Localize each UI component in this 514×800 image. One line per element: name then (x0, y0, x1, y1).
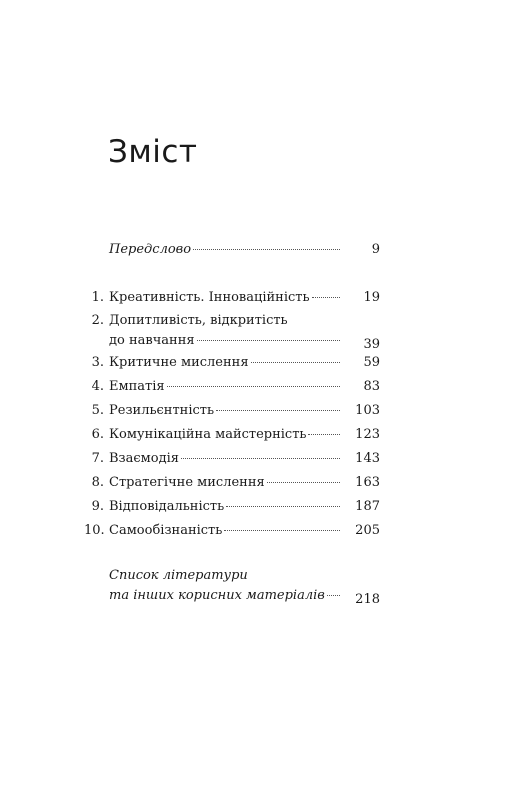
toc-entry-title: Стратегічне мислення (109, 475, 265, 490)
page-title: Зміст (108, 134, 198, 170)
toc-leader-dots (167, 386, 340, 387)
toc-leader-dots (216, 410, 340, 411)
toc-page-number: 143 (355, 451, 380, 466)
toc-leader-dots (312, 297, 340, 298)
toc-entry-chapter-4[interactable] (84, 377, 380, 399)
toc-chapter-number: 10. (84, 523, 105, 538)
toc-leader-dots (224, 530, 340, 531)
toc-leader-dots (308, 434, 340, 435)
toc-entry-title: Передслово (109, 242, 192, 257)
toc-page-number: 83 (363, 379, 380, 394)
toc-page-number: 218 (355, 592, 380, 607)
toc-page-number: 163 (355, 475, 380, 490)
toc-leader-dots (193, 249, 340, 250)
toc-entry-title: Емпатія (109, 379, 165, 394)
toc-chapter-number: 8. (91, 475, 104, 490)
toc-chapter-number: 7. (91, 451, 104, 466)
toc-entry-chapter-9[interactable] (84, 497, 380, 519)
toc-entry-preface[interactable] (84, 240, 380, 262)
toc-leader-dots (267, 482, 340, 483)
toc-page-number: 39 (363, 337, 380, 352)
toc-chapter-number: 6. (91, 427, 104, 442)
toc-page-number: 59 (363, 355, 380, 370)
toc-chapter-number: 5. (91, 403, 104, 418)
toc-entry-chapter-2[interactable] (84, 311, 380, 355)
toc-entry-title: Креативність. Інноваційність (109, 290, 310, 305)
toc-chapter-number: 9. (91, 499, 104, 514)
toc-entry-title: Відповідальність (109, 499, 225, 514)
toc-entry-chapter-10[interactable] (84, 521, 380, 543)
toc-page-number: 19 (363, 290, 380, 305)
toc-leader-dots (226, 506, 340, 507)
toc-page-number: 123 (355, 427, 380, 442)
toc-page-number: 9 (371, 242, 380, 257)
toc-leader-dots (251, 362, 340, 363)
toc-entry-chapter-8[interactable] (84, 473, 380, 495)
toc-entry-title: Критичне мислення (109, 355, 249, 370)
toc-entry-title-line: до навчання (109, 333, 195, 348)
toc-entry-title-line: та інших корисних матеріалів (109, 588, 325, 603)
toc-entry-title: Комунікаційна майстерність (109, 427, 307, 442)
toc-entry-title: Резильєнтність (109, 403, 215, 418)
toc-entry-title: Самообізнаність (109, 523, 223, 538)
toc-entry-title-line: Список літератури (109, 568, 248, 583)
toc-entry-title-line: Допитливість, відкритість (109, 313, 288, 328)
toc-entry-chapter-1[interactable] (84, 288, 380, 310)
toc-page-number: 187 (355, 499, 380, 514)
toc-leader-dots (197, 340, 340, 341)
toc-entry-references[interactable] (84, 566, 380, 610)
toc-entry-chapter-7[interactable] (84, 449, 380, 471)
toc-entry-title: Взаємодія (109, 451, 179, 466)
toc-chapter-number: 1. (91, 290, 104, 305)
toc-entry-chapter-6[interactable] (84, 425, 380, 447)
toc-page-number: 103 (355, 403, 380, 418)
toc-leader-dots (181, 458, 340, 459)
toc-chapter-number: 3. (91, 355, 104, 370)
toc-chapter-number: 4. (91, 379, 104, 394)
toc-page-number: 205 (355, 523, 380, 538)
toc-leader-dots (327, 595, 340, 596)
toc-entry-chapter-5[interactable] (84, 401, 380, 423)
toc-entry-chapter-3[interactable] (84, 353, 380, 375)
toc-chapter-number: 2. (91, 313, 104, 328)
